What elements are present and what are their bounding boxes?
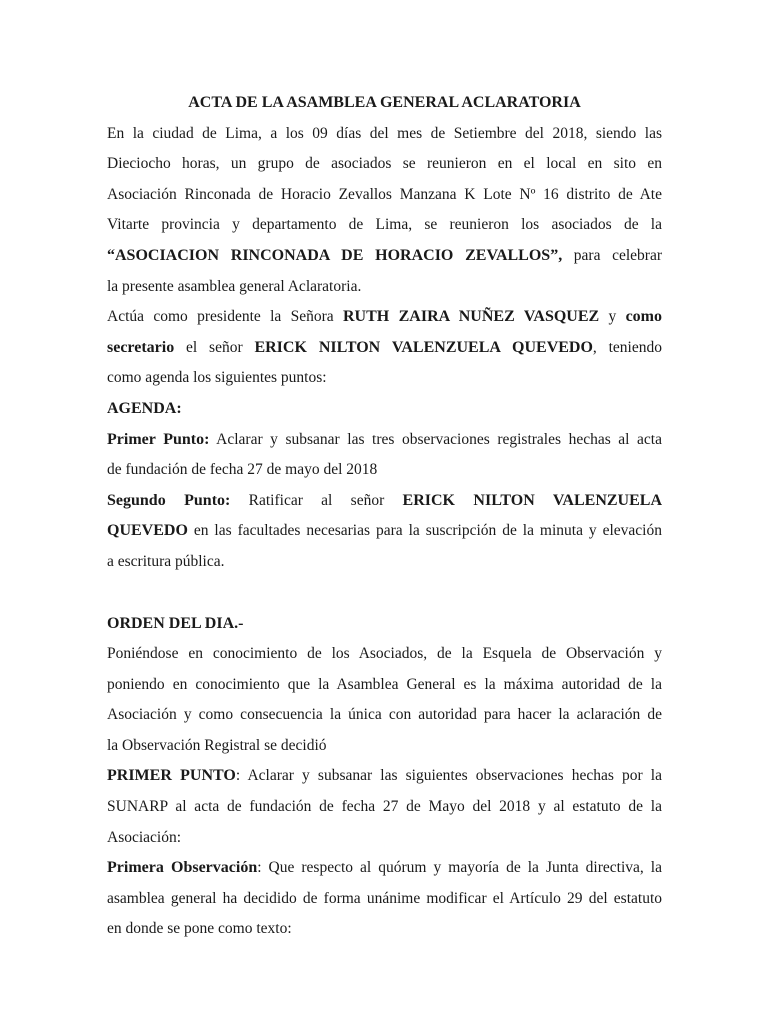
officers-text: y: [599, 308, 626, 326]
officers-line-3: como agenda los siguientes puntos:: [107, 369, 327, 387]
officers-line-1: [107, 302, 662, 333]
agenda-point-2-text: en las facultades necesarias para la suscripción de la minuta y elevación: [187, 522, 662, 540]
agenda-point-2-line-2: [107, 516, 662, 547]
agenda-point-1-text: Aclarar y subsanar las tres observaciones registrales hechas al acta: [209, 430, 662, 448]
intro-line-1: En la ciudad de Lima, a los 09 días del mes de Setiembre del 2018, siendo las: [107, 124, 662, 142]
orden-line-2: poniendo en conocimiento que la Asamblea General es la máxima autoridad de la: [107, 675, 662, 693]
primer-punto-line-2: SUNARP al acta de fundación de fecha 27 de Mayo del 2018 y al estatuto de la: [107, 798, 662, 816]
como-word: como: [625, 308, 663, 326]
agenda-point-1-label: Primer Punto:: [107, 430, 210, 448]
orden-line-4: la Observación Registral se decidió: [107, 736, 327, 754]
officers-text: el señor: [174, 338, 255, 356]
orden-heading: ORDEN DEL DIA.-: [107, 614, 244, 632]
primera-observacion-line-1: [107, 853, 662, 884]
intro-line-5-rest: para celebrar: [562, 246, 662, 264]
primera-observacion-text: : Que respecto al quórum y mayoría de la Junta directiva, la: [257, 859, 662, 877]
intro-line-5: [107, 241, 662, 272]
intro-line-3: Asociación Rinconada de Horacio Zevallos Manzana K Lote Nº 16 distrito de Ate: [107, 185, 662, 203]
paragraph-gap: [107, 578, 662, 609]
agenda-point-2-label: Segundo Punto:: [107, 491, 231, 509]
agenda-point-2-line-1: [107, 486, 662, 517]
primer-punto-label: PRIMER PUNTO: [107, 767, 236, 785]
agenda-point-2-surname: QUEVEDO: [107, 522, 188, 540]
primer-punto-line-1: [107, 761, 662, 792]
primera-observacion-label: Primera Observación: [107, 859, 258, 877]
agenda-point-2-text: Ratificar al señor: [230, 491, 403, 509]
primer-punto-line-3: Asociación:: [107, 828, 182, 846]
document-title: ACTA DE LA ASAMBLEA GENERAL ACLARATORIA: [188, 94, 581, 111]
intro-line-2: Dieciocho horas, un grupo de asociados se reunieron en el local en sito en: [107, 155, 662, 173]
association-name: “ASOCIACION RINCONADA DE HORACIO ZEVALLOS”,: [107, 246, 563, 264]
orden-line-1: Poniéndose en conocimiento de los Asociados, de la Esquela de Observación y: [107, 645, 662, 663]
agenda-point-2-name: ERICK NILTON VALENZUELA: [402, 491, 663, 509]
agenda-point-2-line-3: a escritura pública.: [107, 552, 225, 570]
primera-observacion-line-3: en donde se pone como texto:: [107, 920, 292, 938]
intro-line-4: Vitarte provincia y departamento de Lima, se reunieron los asociados de la: [107, 216, 662, 234]
agenda-point-1-line-1: [107, 425, 662, 456]
document-body: [107, 88, 662, 945]
officers-text: Actúa como presidente la Señora: [107, 308, 343, 326]
secretary-name: ERICK NILTON VALENZUELA QUEVEDO: [254, 338, 593, 356]
intro-line-6: la presente asamblea general Aclaratoria.: [107, 277, 362, 295]
officers-text: , teniendo: [592, 338, 662, 356]
agenda-point-1-line-2: de fundación de fecha 27 de mayo del 2018: [107, 461, 378, 479]
agenda-heading: AGENDA:: [107, 399, 182, 417]
secretario-word: secretario: [107, 338, 175, 356]
orden-line-3: Asociación y como consecuencia la única con autoridad para hacer la aclaración de: [107, 706, 662, 724]
president-name: RUTH ZAIRA NUÑEZ VASQUEZ: [342, 308, 600, 326]
officers-line-2: [107, 333, 662, 364]
primera-observacion-line-2: asamblea general ha decidido de forma unánime modificar el Artículo 29 del estatuto: [107, 889, 662, 907]
primer-punto-text: : Aclarar y subsanar las siguientes observaciones hechas por la: [235, 767, 662, 785]
